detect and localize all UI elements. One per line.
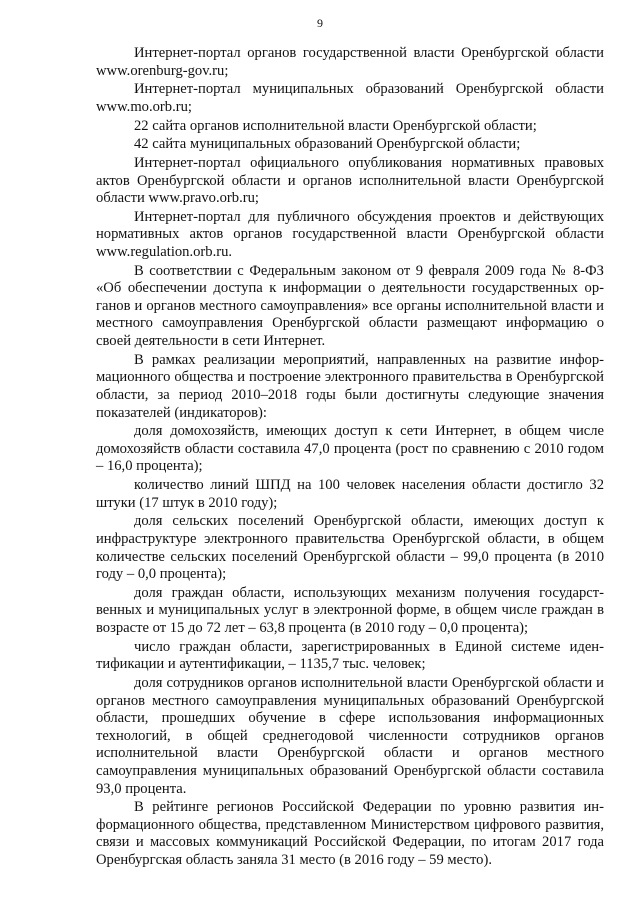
paragraph-portal-municipal: Интернет-портал муниципальных образований Оренбургской области www.mo.orb.ru; — [96, 81, 604, 115]
paragraph-portal-orenburg-gov: Интернет-портал органов государственной власти Оренбургской области www.orenburg-gov.ru; — [96, 45, 604, 79]
page-number: 9 — [317, 16, 323, 30]
paragraph-executive-sites: 22 сайта органов исполнительной власти Оренбургской области; — [134, 117, 537, 134]
paragraph-e-services: доля граждан области, использующих механизм получения государственных и муниципальных услуг в электронной форме, в общем числе граждан в возрасте от 15 до 72 лет – 63,8 процента (в 2010 году – 0,0 процента); — [96, 584, 604, 637]
paragraph-staff-training: доля сотрудников органов исполнительной власти Оренбургской области и органов местного самоуправления муниципальных образований Оренбургской области, прошедших обучение в сфере использования информационных технологий, в общей среднегодовой численности сотрудников органов исполнительной власти Оренбургской области и органов местного самоуправления муниципальных образований Оренбургской области составила 93,0 процента. — [96, 675, 604, 797]
paragraph-federal-law: В соответствии с Федеральным законом от 9 февраля 2009 года № 8-ФЗ «Об обеспечении доступа к информации о деятельности государственных органов и органов местного самоуправления» все органы исполнительной власти и местного самоуправления Оренбургской области размещают информацию о своей деятельности в сети Интернет. — [96, 262, 604, 350]
paragraph-households-internet: доля домохозяйств, имеющих доступ к сети Интернет, в общем числе домохозяйств области составила 47,0 процента (рост по сравнению с 2010 годом – 16,0 процента); — [96, 423, 604, 475]
paragraph-portal-regulation: Интернет-портал для публичного обсуждения проектов и действующих нормативных актов органов государственной власти Оренбургской области www.regulation.orb.ru. — [96, 208, 604, 260]
paragraph-esia-registered: число граждан области, зарегистрированных в Единой системе идентификации и аутентификации, – 1135,7 тыс. человек; — [96, 638, 604, 673]
paragraph-broadband-lines: количество линий ШПД на 100 человек населения области достигло 32 штуки (17 штук в 2010 году); — [96, 477, 604, 511]
paragraph-municipal-sites: 42 сайта муниципальных образований Оренбургской области; — [134, 136, 521, 153]
paragraph-portal-pravo: Интернет-портал официального опубликования нормативных правовых актов Оренбургской области и органов исполнительной власти Оренбургской области www.pravo.orb.ru; — [96, 154, 604, 207]
paragraph-rural-settlements: доля сельских поселений Оренбургской области, имеющих доступ к инфраструктуре электронного правительства Оренбургской области, в общем количестве сельских поселений Оренбургской области – 99,0 процента (в 2010 году – 0,0 процента); — [96, 513, 604, 583]
paragraph-indicators-intro: В рамках реализации мероприятий, направленных на развитие информационного общества и построение электронного правительства в Оренбургской области, за период 2010–2018 годы были достигнуты следующие значения показателей (индикаторов): — [96, 351, 604, 421]
document-body — [96, 45, 604, 871]
paragraph-regional-rating: В рейтинге регионов Российской Федерации по уровню развития информационного общества, представленном Министерством цифрового развития, связи и массовых коммуникаций Российской Федерации, по итогам 2017 года Оренбургская область заняла 31 место (в 2016 году – 59 место). — [96, 799, 604, 869]
